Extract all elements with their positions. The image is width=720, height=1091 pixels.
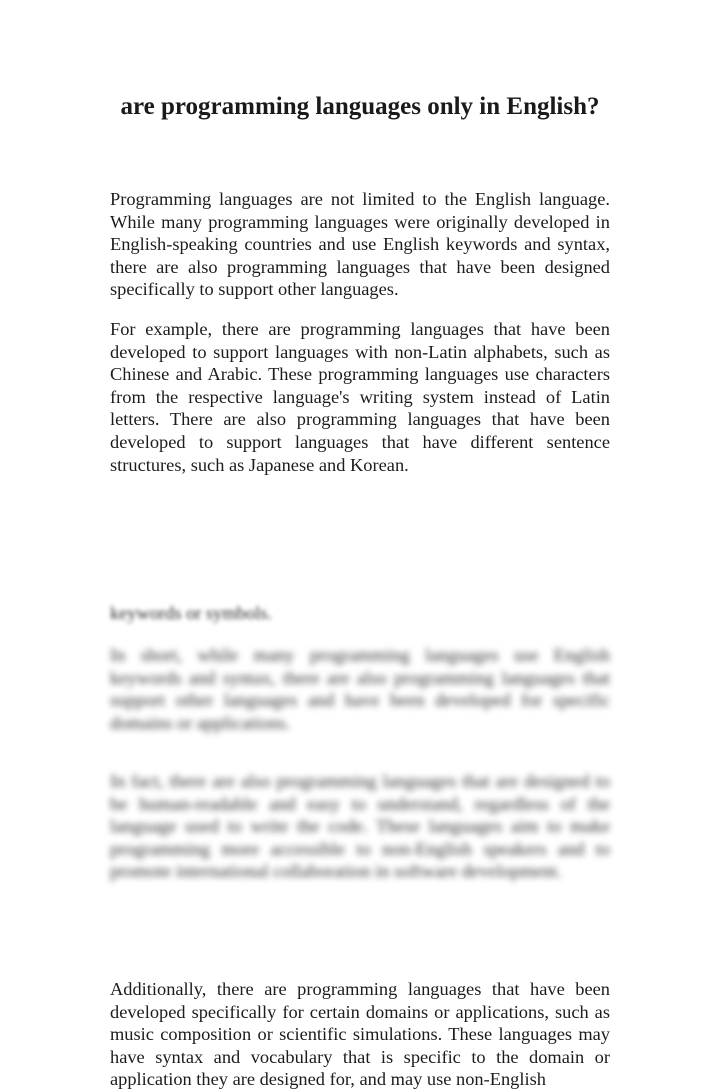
- paragraph-intro: Programming languages are not limited to the English language. While many programming languages were originally developed in English-speaking countries and use English keywords and syntax, there are also programming languages that have been designed specifically to support other languages.: [110, 189, 610, 300]
- paragraph-summary-blurred: In short, while many programming languages use English keywords and syntax, there are also programming languages that support other languages and have been developed for specific domains or applications.: [110, 645, 610, 733]
- paragraph-domain-specific-tail-blurred: keywords or symbols.: [110, 603, 272, 623]
- paragraph-human-readable-blurred: In fact, there are also programming languages that are designed to be human-readable and easy to understand, regardless of the language used to write the code. These languages aim to make programming more accessible to non-English speakers and to promote international collaboration in software development.: [110, 771, 610, 882]
- paragraph-domain-specific: Additionally, there are programming languages that have been developed specifically for certain domains or applications, such as music composition or scientific simulations. These languages may have syntax and vocabulary that is specific to the domain or application they are designed for, and may use non-English: [110, 979, 610, 1090]
- paragraph-non-latin-examples: For example, there are programming languages that have been developed to support languages with non-Latin alphabets, such as Chinese and Arabic. These programming languages use characters from the respective language's writing system instead of Latin letters. There are also programming languages that have been developed to support languages that have different sentence structures, such as Japanese and Korean.: [110, 319, 610, 475]
- document-title: are programming languages only in English?: [120, 93, 600, 120]
